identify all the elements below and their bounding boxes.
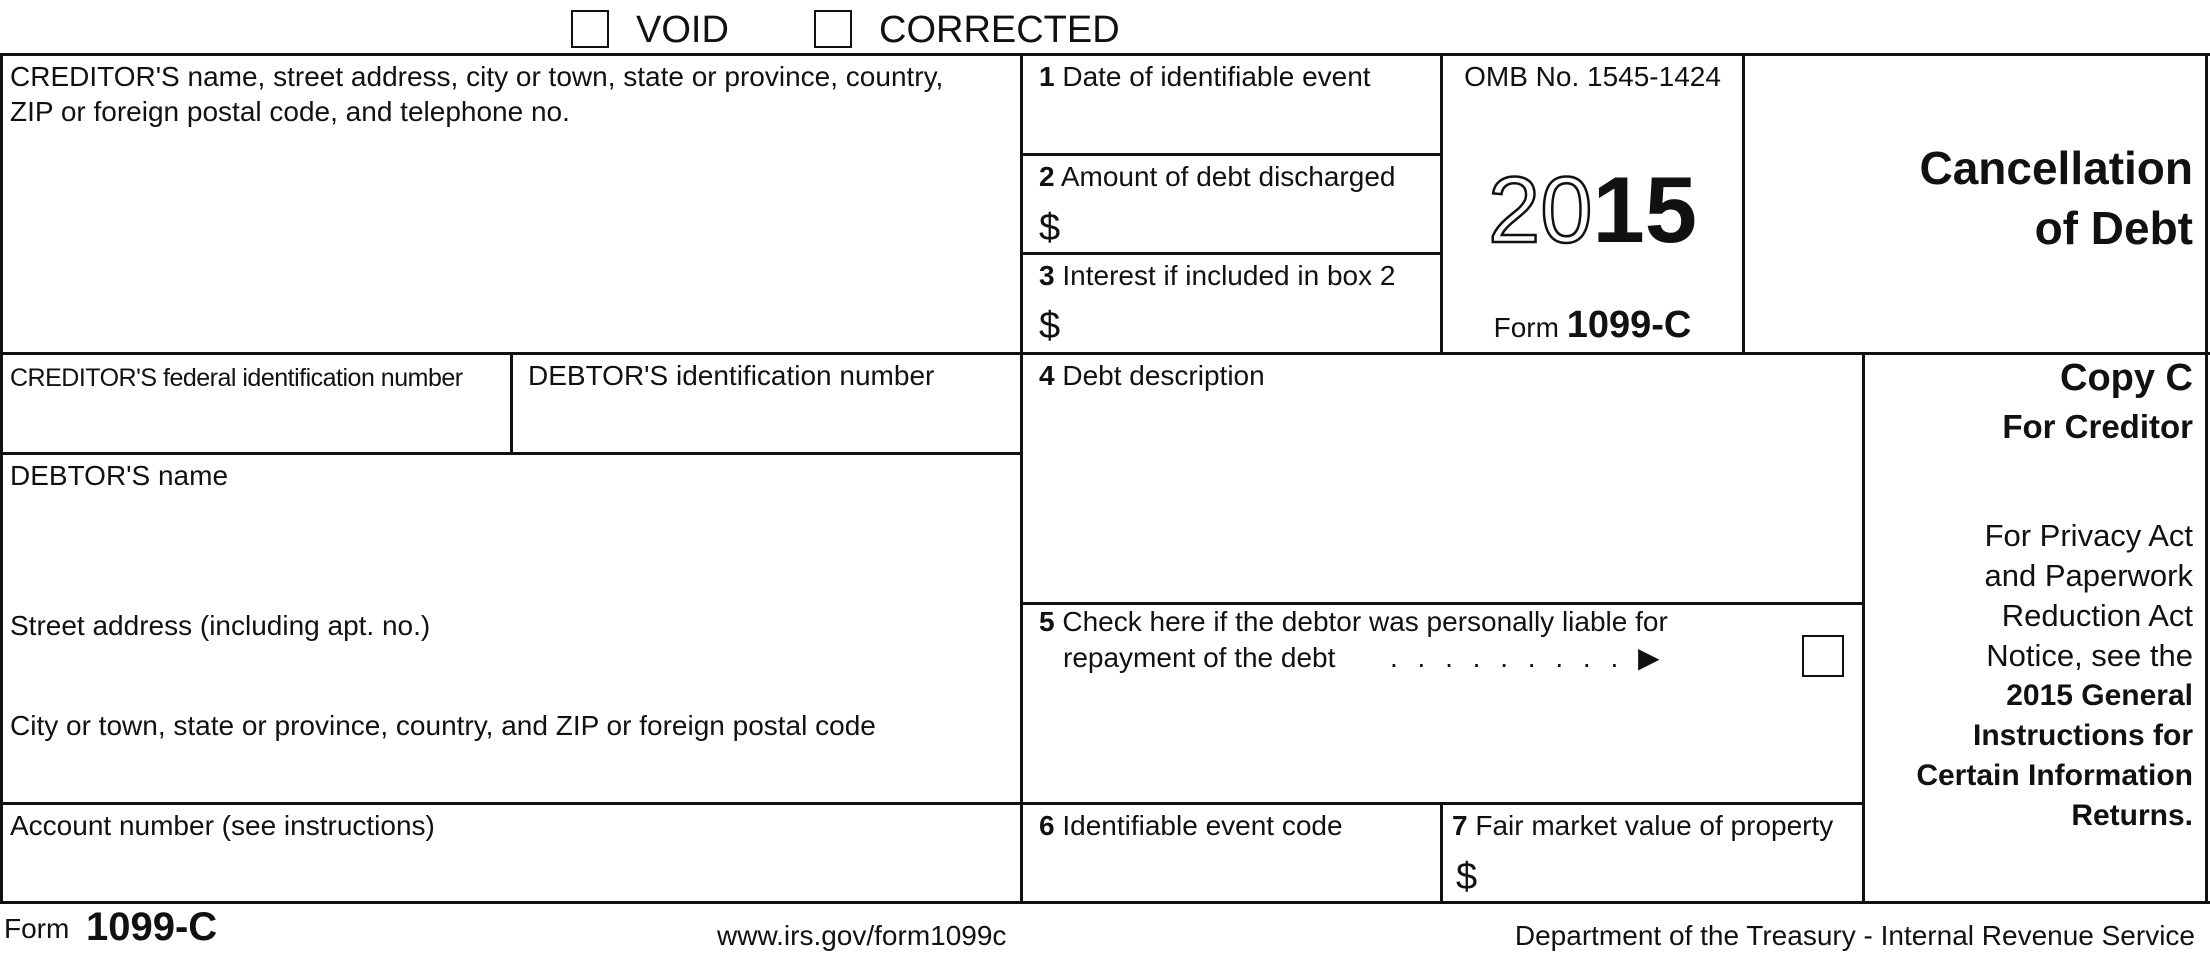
box6-number: 6 (1039, 810, 1055, 841)
debtor-city-label: City or town, state or province, country, and ZIP or foreign postal code (10, 710, 876, 741)
box7-dollar-sign: $ (1456, 856, 1478, 898)
box7-number: 7 (1452, 810, 1468, 841)
privacy-bold-line-3: Certain Information (1916, 759, 2193, 792)
box5-leader-dots: . . . . . . . . . ▶ (1390, 642, 1666, 673)
box3-dollar-sign: $ (1039, 305, 1061, 347)
copy-title: Copy C (2060, 357, 2193, 399)
header-form-number: 1099-C (1566, 304, 1692, 346)
corrected-label: CORRECTED (879, 9, 1120, 51)
copy-subtitle: For Creditor (2002, 408, 2193, 445)
privacy-line-1: For Privacy Act (1984, 518, 2193, 553)
omb-number: OMB No. 1545-1424 (1464, 61, 1721, 92)
tax-year-outline-digits: 20 (1487, 157, 1593, 262)
box5-liable-checkbox[interactable] (1802, 635, 1844, 677)
box2-number: 2 (1039, 161, 1055, 192)
footer-department: Department of the Treasury - Internal Revenue Service (1514, 920, 2195, 951)
void-label: VOID (636, 9, 729, 51)
creditor-federal-id-label: CREDITOR'S federal identification number (10, 364, 463, 392)
header-form-word: Form (1493, 312, 1559, 343)
privacy-bold-line-1: 2015 General (2006, 679, 2193, 712)
creditor-name-label-line1: CREDITOR'S name, street address, city or town, state or province, country, (10, 61, 944, 92)
corrected-checkbox[interactable] (814, 10, 852, 48)
privacy-line-2: and Paperwork (1984, 558, 2193, 593)
box1-label (1039, 60, 1371, 94)
col-divider-copy (1862, 352, 1865, 903)
box2-label (1039, 160, 1395, 194)
header-form-id (1443, 304, 1742, 346)
debtor-name-label: DEBTOR'S name (10, 460, 229, 491)
box4-number: 4 (1039, 360, 1055, 391)
frame-right-line (2205, 53, 2208, 904)
box7-label-text: Fair market value of property (1475, 810, 1834, 841)
box6-label (1039, 809, 1343, 843)
form-title-line2: of Debt (2034, 202, 2193, 254)
footer-form-number: 1099-C (86, 905, 218, 949)
account-number-label: Account number (see instructions) (10, 810, 435, 841)
box7-label (1452, 809, 1833, 843)
box4-label-text: Debt description (1062, 360, 1265, 391)
box2-label-text: Amount of debt discharged (1060, 161, 1396, 192)
box3-number: 3 (1039, 260, 1055, 291)
tax-year-bold-digits: 15 (1592, 157, 1698, 262)
box6-label-text: Identifiable event code (1062, 810, 1343, 841)
box3-label (1039, 259, 1395, 293)
debtor-street-label: Street address (including apt. no.) (10, 610, 431, 641)
box5-label-text: Check here if the debtor was personally liable for (1062, 606, 1668, 637)
box4-label (1039, 359, 1265, 393)
privacy-bold-line-2: Instructions for (1972, 719, 2193, 752)
debtor-id-label: DEBTOR'S identification number (528, 360, 935, 391)
box3-label-text: Interest if included in box 2 (1062, 260, 1396, 291)
box1-label-text: Date of identifiable event (1062, 61, 1371, 92)
void-checkbox[interactable] (571, 10, 609, 48)
footer-url[interactable]: www.irs.gov/form1099c (717, 920, 1007, 951)
box5-label-line1 (1039, 605, 1668, 639)
creditor-name-label-line2: ZIP or foreign postal code, and telephone no. (10, 96, 570, 127)
box5-number: 5 (1039, 606, 1055, 637)
privacy-bold-line-4: Returns. (2071, 799, 2193, 832)
footer-form-word: Form (4, 913, 70, 944)
box2-dollar-sign: $ (1039, 207, 1061, 249)
box1-number: 1 (1039, 61, 1055, 92)
box5-label-line2: repayment of the debt (1063, 642, 1336, 673)
frame-bottom-line (0, 901, 2210, 904)
tax-year (1443, 157, 1742, 262)
privacy-line-4: Notice, see the (1986, 638, 2193, 673)
form-title-line1: Cancellation (1919, 142, 2193, 194)
privacy-line-3: Reduction Act (2001, 598, 2193, 633)
